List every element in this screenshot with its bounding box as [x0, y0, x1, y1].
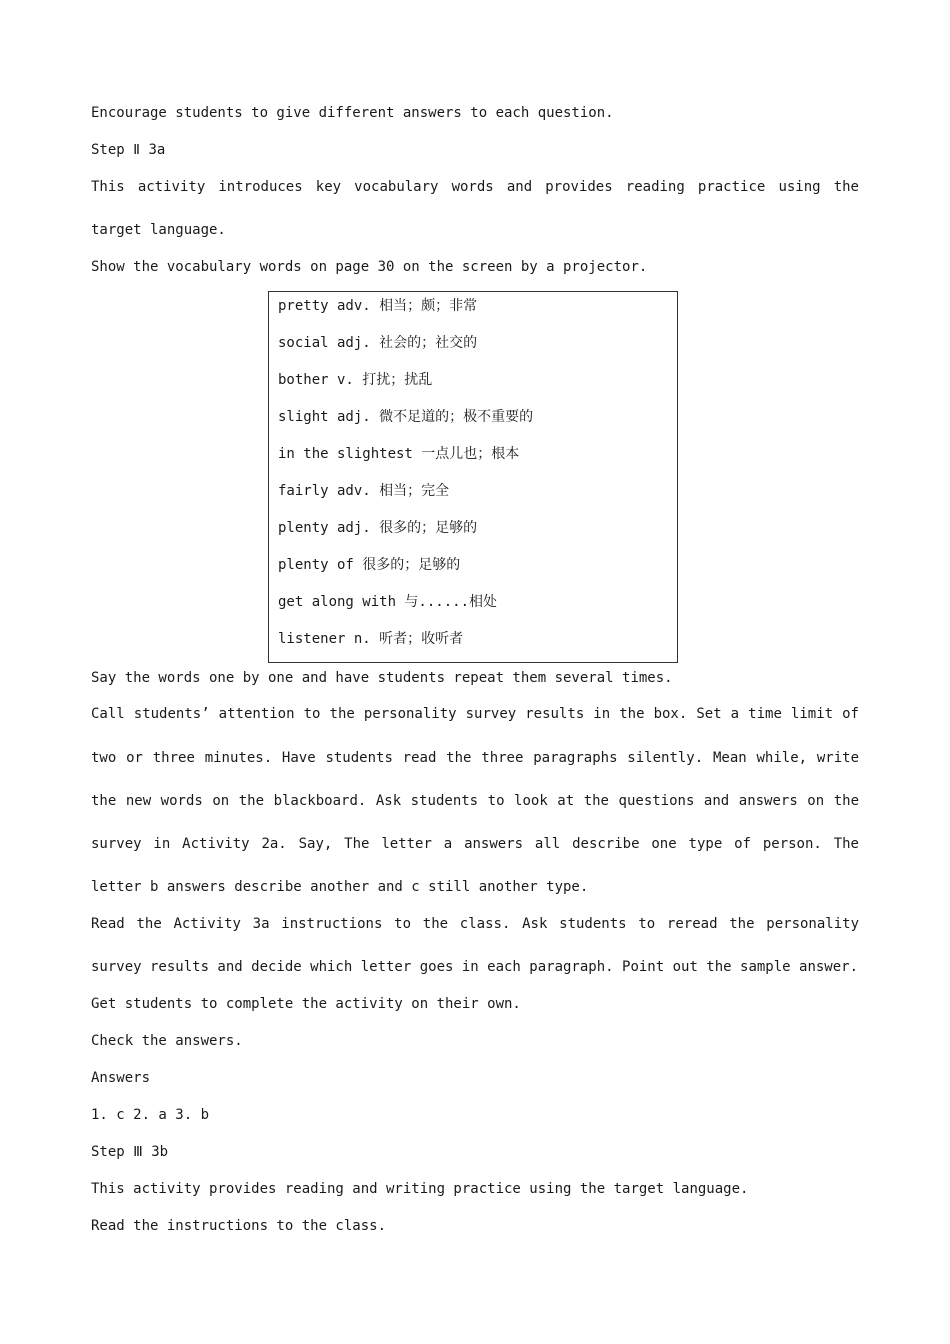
paragraph-instructions-line-1: Read the Activity 3a instructions to the class. Ask students to reread the personality — [91, 916, 859, 932]
vocab-item: fairly adv. 相当；完全 — [278, 483, 450, 499]
step-2-heading: Step Ⅱ 3a — [91, 142, 166, 158]
paragraph-attention-line-4: survey in Activity 2a. Say, The letter a answers all describe one type of person. The — [91, 836, 859, 852]
vocab-item: listener n. 听者；收听者 — [278, 631, 464, 647]
vocab-item: plenty adj. 很多的；足够的 — [278, 520, 478, 536]
paragraph-intro-line-2: target language. — [91, 222, 226, 238]
vocab-item: slight adj. 微不足道的；极不重要的 — [278, 409, 534, 425]
vocab-item: social adj. 社会的；社交的 — [278, 335, 478, 351]
paragraph-instructions-line-2: survey results and decide which letter goes in each paragraph. Point out the sample answer. — [91, 959, 859, 975]
paragraph-complete: Get students to complete the activity on their own. — [91, 996, 521, 1012]
vocab-item: get along with 与......相处 — [278, 594, 498, 610]
paragraph-intro-line-1: This activity introduces key vocabulary words and provides reading practice using the — [91, 179, 859, 195]
paragraph-activity-3b: This activity provides reading and writing practice using the target language. — [91, 1181, 749, 1197]
paragraph-check: Check the answers. — [91, 1033, 243, 1049]
step-3-heading: Step Ⅲ 3b — [91, 1144, 169, 1160]
paragraph-show-vocab: Show the vocabulary words on page 30 on the screen by a projector. — [91, 259, 648, 275]
paragraph-say-words: Say the words one by one and have students repeat them several times. — [91, 670, 673, 686]
vocab-item: plenty of 很多的；足够的 — [278, 557, 461, 573]
paragraph-attention-line-3: the new words on the blackboard. Ask students to look at the questions and answers on the — [91, 793, 859, 809]
answers-list: 1. c 2. a 3. b — [91, 1107, 210, 1123]
paragraph-attention-line-1: Call students’ attention to the personality survey results in the box. Set a time limit of — [91, 706, 859, 722]
paragraph-read-instructions: Read the instructions to the class. — [91, 1218, 387, 1234]
vocab-item: in the slightest 一点儿也；根本 — [278, 446, 520, 462]
answers-label: Answers — [91, 1070, 151, 1086]
vocabulary-box — [268, 291, 678, 663]
vocab-item: pretty adv. 相当；颇；非常 — [278, 298, 478, 314]
paragraph-encourage: Encourage students to give different answers to each question. — [91, 105, 614, 121]
paragraph-attention-line-2: two or three minutes. Have students read the three paragraphs silently. Mean while, write — [91, 750, 859, 766]
paragraph-attention-line-5: letter b answers describe another and c still another type. — [91, 879, 589, 895]
vocab-item: bother v. 打扰；扰乱 — [278, 372, 433, 388]
